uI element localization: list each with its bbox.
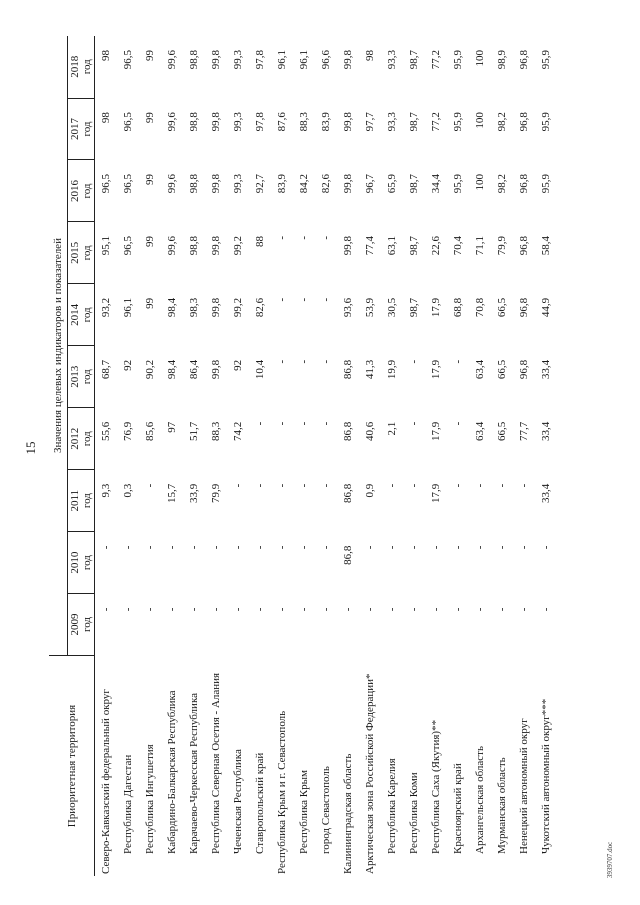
- value-cell: 96,5: [122, 50, 134, 70]
- value-cell: 100: [474, 50, 486, 67]
- value-cell: 99,2: [232, 235, 244, 256]
- value-cell: 96,8: [518, 359, 530, 380]
- value-cell: 98,3: [188, 297, 200, 318]
- value-cell: -: [166, 607, 178, 612]
- rotated-table-page: [49, 36, 569, 876]
- table-row: [183, 36, 205, 876]
- value-cell: 95,9: [452, 174, 464, 194]
- value-cell: 83,9: [320, 112, 332, 132]
- value-cell: 86,8: [342, 545, 354, 565]
- value-cell: -: [408, 359, 420, 364]
- value-cell: -: [298, 545, 310, 550]
- value-cell: 98: [100, 50, 112, 61]
- value-cell: 99,8: [342, 174, 354, 194]
- table-body: [95, 36, 558, 876]
- value-cell: 15,7: [166, 483, 178, 503]
- value-cell: 98,8: [188, 112, 200, 132]
- value-cell: 96,1: [298, 50, 310, 70]
- value-cell: -: [364, 545, 376, 550]
- value-cell: -: [320, 545, 332, 550]
- value-cell: 2,1: [386, 421, 398, 436]
- value-cell: 17,9: [430, 421, 442, 441]
- value-cell: 98,2: [496, 112, 508, 132]
- value-cell: 98,2: [496, 174, 508, 194]
- value-cell: 99,8: [210, 359, 222, 380]
- value-cell: 65,9: [386, 174, 398, 194]
- value-cell: 92: [122, 359, 134, 371]
- year-unit-label: год: [81, 493, 93, 509]
- value-cell: 99,6: [166, 235, 178, 256]
- value-cell: -: [100, 607, 112, 612]
- year-column-header: [68, 36, 95, 98]
- page-number: 15: [23, 441, 38, 455]
- value-cell: -: [320, 359, 332, 364]
- value-cell: 41,3: [364, 359, 376, 380]
- value-cell: 63,1: [386, 235, 398, 256]
- territory-cell: Республика Крым: [298, 770, 310, 854]
- value-cell: -: [298, 297, 310, 302]
- value-cell: 96,5: [100, 174, 112, 194]
- value-cell: -: [100, 545, 112, 550]
- value-cell: 96,1: [122, 297, 134, 318]
- value-cell: 93,3: [386, 112, 398, 132]
- table-row: [535, 36, 557, 876]
- value-cell: -: [122, 545, 134, 550]
- value-cell: 98,9: [496, 50, 508, 70]
- value-cell: -: [144, 483, 156, 488]
- value-cell: -: [254, 421, 266, 426]
- value-cell: -: [188, 607, 200, 612]
- value-cell: 40,6: [364, 421, 376, 441]
- value-cell: -: [232, 545, 244, 550]
- value-cell: -: [232, 607, 244, 612]
- value-cell: 99: [144, 50, 156, 61]
- value-cell: -: [298, 607, 310, 612]
- value-cell: -: [276, 545, 288, 550]
- value-cell: 96,7: [364, 174, 376, 194]
- value-cell: -: [320, 483, 332, 488]
- value-cell: 96,8: [518, 112, 530, 132]
- value-cell: -: [122, 607, 134, 612]
- value-cell: 97,8: [254, 112, 266, 132]
- value-cell: 17,9: [430, 359, 442, 380]
- value-cell: 33,4: [540, 359, 552, 380]
- table-row: [425, 36, 447, 876]
- value-cell: 63,4: [474, 359, 486, 380]
- value-cell: -: [254, 483, 266, 488]
- value-cell: -: [474, 607, 486, 612]
- value-cell: 86,8: [342, 421, 354, 441]
- value-cell: 99,8: [210, 235, 222, 256]
- value-cell: 93,3: [386, 50, 398, 70]
- territory-cell: Чукотский автономный округ***: [540, 698, 552, 854]
- value-cell: 99,8: [342, 112, 354, 132]
- table-row: [359, 36, 381, 876]
- value-cell: 100: [474, 174, 486, 191]
- value-cell: 96,8: [518, 50, 530, 70]
- value-cell: 98,7: [408, 174, 420, 194]
- table-row: [381, 36, 403, 876]
- value-cell: 99: [144, 297, 156, 309]
- value-cell: -: [342, 607, 354, 612]
- value-cell: -: [452, 545, 464, 550]
- value-cell: 95,9: [452, 50, 464, 70]
- value-cell: 87,6: [276, 112, 288, 132]
- header-row-group: [49, 36, 68, 876]
- value-cell: 95,9: [452, 112, 464, 132]
- value-cell: 30,5: [386, 297, 398, 318]
- value-cell: -: [518, 483, 530, 488]
- value-cell: 98,7: [408, 112, 420, 132]
- value-cell: -: [408, 483, 420, 488]
- value-cell: 99,6: [166, 112, 178, 132]
- table-row: [491, 36, 513, 876]
- territory-cell: Республика Дагестан: [122, 754, 134, 854]
- year-column-header: [68, 284, 95, 346]
- year-label: 2016: [69, 179, 81, 202]
- table-row: [315, 36, 337, 876]
- value-cell: 84,2: [298, 174, 310, 194]
- value-cell: -: [254, 607, 266, 612]
- table-row: [337, 36, 359, 876]
- value-cell: -: [276, 235, 288, 240]
- value-cell: 63,4: [474, 421, 486, 441]
- value-cell: 99,8: [210, 50, 222, 70]
- year-column-header: [68, 222, 95, 284]
- value-cell: -: [320, 421, 332, 426]
- values-group-header: Значения целевых индикаторов и показателей: [49, 36, 68, 656]
- value-cell: -: [298, 235, 310, 240]
- value-cell: -: [386, 545, 398, 550]
- value-cell: 17,9: [430, 297, 442, 318]
- table-row: [95, 36, 118, 876]
- value-cell: -: [408, 421, 420, 426]
- value-cell: 99,3: [232, 50, 244, 70]
- value-cell: -: [298, 483, 310, 488]
- value-cell: 98,8: [188, 50, 200, 70]
- value-cell: 70,8: [474, 297, 486, 318]
- value-cell: 19,9: [386, 359, 398, 380]
- value-cell: -: [518, 545, 530, 550]
- value-cell: -: [188, 545, 200, 550]
- value-cell: -: [298, 359, 310, 364]
- year-label: 2009: [69, 613, 81, 636]
- year-unit-label: год: [81, 555, 93, 571]
- value-cell: 85,6: [144, 421, 156, 441]
- value-cell: 44,9: [540, 297, 552, 318]
- value-cell: 0,3: [122, 483, 134, 498]
- value-cell: -: [320, 607, 332, 612]
- value-cell: -: [276, 421, 288, 426]
- value-cell: 95,9: [540, 112, 552, 132]
- value-cell: 98: [364, 50, 376, 61]
- value-cell: 74,2: [232, 421, 244, 441]
- year-label: 2018: [69, 55, 81, 78]
- year-label: 2012: [69, 427, 81, 450]
- value-cell: -: [232, 483, 244, 488]
- value-cell: 66,5: [496, 359, 508, 380]
- value-cell: 99: [144, 112, 156, 124]
- year-unit-label: год: [81, 369, 93, 385]
- value-cell: 95,9: [540, 50, 552, 70]
- year-column-header: [68, 532, 95, 594]
- table-header: [49, 36, 95, 876]
- value-cell: 99: [144, 235, 156, 247]
- value-cell: -: [474, 483, 486, 488]
- value-cell: 68,8: [452, 297, 464, 318]
- table-row: [205, 36, 227, 876]
- value-cell: 96,5: [122, 235, 134, 256]
- value-cell: 86,4: [188, 359, 200, 380]
- table-row: [271, 36, 293, 876]
- value-cell: 93,2: [100, 297, 112, 318]
- value-cell: 96,8: [518, 235, 530, 256]
- value-cell: 17,9: [430, 483, 442, 503]
- value-cell: 33,4: [540, 483, 552, 503]
- value-cell: -: [320, 235, 332, 240]
- territory-cell: Карачаево-Черкесская Республика: [188, 693, 200, 854]
- value-cell: -: [408, 545, 420, 550]
- territory-cell: Ненецкий автономный округ: [518, 718, 530, 854]
- value-cell: 98,8: [188, 174, 200, 194]
- value-cell: -: [276, 297, 288, 302]
- territory-cell: Северо-Кавказский федеральный округ: [100, 689, 112, 874]
- value-cell: 51,7: [188, 421, 200, 441]
- value-cell: -: [144, 607, 156, 612]
- value-cell: 86,8: [342, 483, 354, 503]
- value-cell: 92: [232, 359, 244, 371]
- value-cell: 58,4: [540, 235, 552, 256]
- year-unit-label: год: [81, 59, 93, 75]
- document-code: 3939707.doc: [606, 841, 614, 879]
- value-cell: -: [386, 483, 398, 488]
- year-label: 2017: [69, 118, 81, 141]
- value-cell: -: [430, 607, 442, 612]
- value-cell: 97: [166, 421, 178, 433]
- territory-cell: Республика Карелия: [386, 758, 398, 854]
- value-cell: -: [364, 607, 376, 612]
- value-cell: 33,4: [540, 421, 552, 441]
- value-cell: -: [254, 545, 266, 550]
- value-cell: 79,9: [210, 483, 222, 503]
- value-cell: -: [474, 545, 486, 550]
- value-cell: -: [518, 607, 530, 612]
- year-unit-label: год: [81, 245, 93, 261]
- value-cell: -: [386, 607, 398, 612]
- value-cell: 99,6: [166, 50, 178, 70]
- value-cell: 22,6: [430, 235, 442, 256]
- value-cell: 97,7: [364, 112, 376, 132]
- value-cell: 33,9: [188, 483, 200, 503]
- value-cell: 77,4: [364, 235, 376, 256]
- value-cell: 96,8: [518, 297, 530, 318]
- value-cell: 98,8: [188, 235, 200, 256]
- year-column-header: [68, 98, 95, 160]
- value-cell: 55,6: [100, 421, 112, 441]
- year-label: 2014: [69, 303, 81, 326]
- value-cell: 99,8: [210, 174, 222, 194]
- value-cell: 68,7: [100, 359, 112, 380]
- year-column-header: [68, 346, 95, 408]
- year-unit-label: год: [81, 307, 93, 323]
- value-cell: 66,5: [496, 421, 508, 441]
- territory-cell: Ставропольский край: [254, 752, 266, 854]
- territory-cell: Арктическая зона Российской Федерации*: [364, 673, 376, 874]
- value-cell: 98,7: [408, 235, 420, 256]
- table-row: [227, 36, 249, 876]
- value-cell: 96,6: [320, 50, 332, 70]
- value-cell: -: [496, 483, 508, 488]
- territory-cell: Республика Саха (Якутия)**: [430, 719, 442, 854]
- territory-cell: город Севастополь: [320, 766, 332, 854]
- value-cell: -: [452, 483, 464, 488]
- table-row: [293, 36, 315, 876]
- territory-cell: Республика Ингушетия: [144, 744, 156, 854]
- value-cell: 83,9: [276, 174, 288, 194]
- value-cell: -: [408, 607, 420, 612]
- territory-cell: Красноярский край: [452, 763, 464, 854]
- year-column-header: [68, 470, 95, 532]
- value-cell: 95,9: [540, 174, 552, 194]
- territory-cell: Архангельская область: [474, 746, 486, 854]
- value-cell: 82,6: [254, 297, 266, 318]
- value-cell: -: [452, 607, 464, 612]
- territory-cell: Мурманская область: [496, 757, 508, 854]
- table-row: [161, 36, 183, 876]
- value-cell: 88: [254, 235, 266, 247]
- value-cell: 98: [100, 112, 112, 124]
- value-cell: -: [210, 545, 222, 550]
- value-cell: 77,7: [518, 421, 530, 441]
- value-cell: 99,8: [342, 50, 354, 70]
- table-row: [469, 36, 491, 876]
- value-cell: 79,9: [496, 235, 508, 256]
- value-cell: -: [430, 545, 442, 550]
- value-cell: 95,1: [100, 235, 112, 256]
- territory-cell: Республика Северная Осетия - Алания: [210, 672, 222, 854]
- value-cell: 100: [474, 112, 486, 129]
- table-row: [403, 36, 425, 876]
- year-label: 2010: [69, 551, 81, 574]
- value-cell: 82,6: [320, 174, 332, 194]
- table-row: [249, 36, 271, 876]
- territory-cell: Республика Крым и г. Севастополь: [276, 710, 288, 874]
- indicator-table: [49, 36, 557, 876]
- value-cell: 86,8: [342, 359, 354, 380]
- value-cell: -: [452, 421, 464, 426]
- value-cell: 70,4: [452, 235, 464, 256]
- value-cell: -: [496, 607, 508, 612]
- year-unit-label: год: [81, 431, 93, 447]
- value-cell: -: [276, 359, 288, 364]
- value-cell: 71,1: [474, 235, 486, 256]
- value-cell: 76,9: [122, 421, 134, 441]
- value-cell: 77,2: [430, 112, 442, 132]
- territory-column-header: Приоритетная территория: [49, 656, 95, 877]
- value-cell: 99,3: [232, 112, 244, 132]
- value-cell: 98,7: [408, 50, 420, 70]
- territory-cell: Калининградская область: [342, 753, 354, 874]
- table-row: [447, 36, 469, 876]
- year-label: 2011: [69, 489, 81, 512]
- year-column-header: [68, 594, 95, 656]
- value-cell: 96,5: [122, 112, 134, 132]
- year-column-header: [68, 408, 95, 470]
- value-cell: 97,8: [254, 50, 266, 70]
- value-cell: -: [276, 607, 288, 612]
- value-cell: 92,7: [254, 174, 266, 194]
- value-cell: 99,3: [232, 174, 244, 194]
- value-cell: -: [144, 545, 156, 550]
- value-cell: 96,5: [122, 174, 134, 194]
- value-cell: 99,8: [210, 297, 222, 318]
- value-cell: 10,4: [254, 359, 266, 380]
- value-cell: 98,4: [166, 359, 178, 380]
- value-cell: 98,4: [166, 297, 178, 318]
- territory-cell: Республика Коми: [408, 772, 420, 854]
- value-cell: -: [496, 545, 508, 550]
- value-cell: -: [452, 359, 464, 364]
- value-cell: -: [210, 607, 222, 612]
- value-cell: 99,6: [166, 174, 178, 194]
- territory-cell: Чеченская Республика: [232, 749, 244, 854]
- value-cell: 53,9: [364, 297, 376, 318]
- value-cell: 93,6: [342, 297, 354, 318]
- value-cell: 88,3: [210, 421, 222, 441]
- value-cell: -: [540, 545, 552, 550]
- value-cell: 99,8: [342, 235, 354, 256]
- year-unit-label: год: [81, 121, 93, 137]
- value-cell: -: [298, 421, 310, 426]
- value-cell: 66,5: [496, 297, 508, 318]
- table-row: [117, 36, 139, 876]
- value-cell: 96,1: [276, 50, 288, 70]
- value-cell: 0,9: [364, 483, 376, 498]
- table-row: [139, 36, 161, 876]
- value-cell: 96,8: [518, 174, 530, 194]
- value-cell: 99,2: [232, 297, 244, 318]
- year-label: 2013: [69, 365, 81, 388]
- value-cell: 90,2: [144, 359, 156, 380]
- year-column-header: [68, 160, 95, 222]
- year-unit-label: год: [81, 183, 93, 199]
- value-cell: 99,8: [210, 112, 222, 132]
- value-cell: -: [276, 483, 288, 488]
- table-row: [513, 36, 535, 876]
- territory-cell: Кабардино-Балкарская Республика: [166, 690, 178, 854]
- value-cell: 9,3: [100, 483, 112, 498]
- value-cell: 98,7: [408, 297, 420, 318]
- value-cell: 99: [144, 174, 156, 185]
- value-cell: -: [320, 297, 332, 302]
- year-label: 2015: [69, 241, 81, 264]
- year-unit-label: год: [81, 617, 93, 633]
- value-cell: 88,3: [298, 112, 310, 132]
- value-cell: 77,2: [430, 50, 442, 70]
- value-cell: -: [166, 545, 178, 550]
- value-cell: 34,4: [430, 174, 442, 194]
- value-cell: -: [540, 607, 552, 612]
